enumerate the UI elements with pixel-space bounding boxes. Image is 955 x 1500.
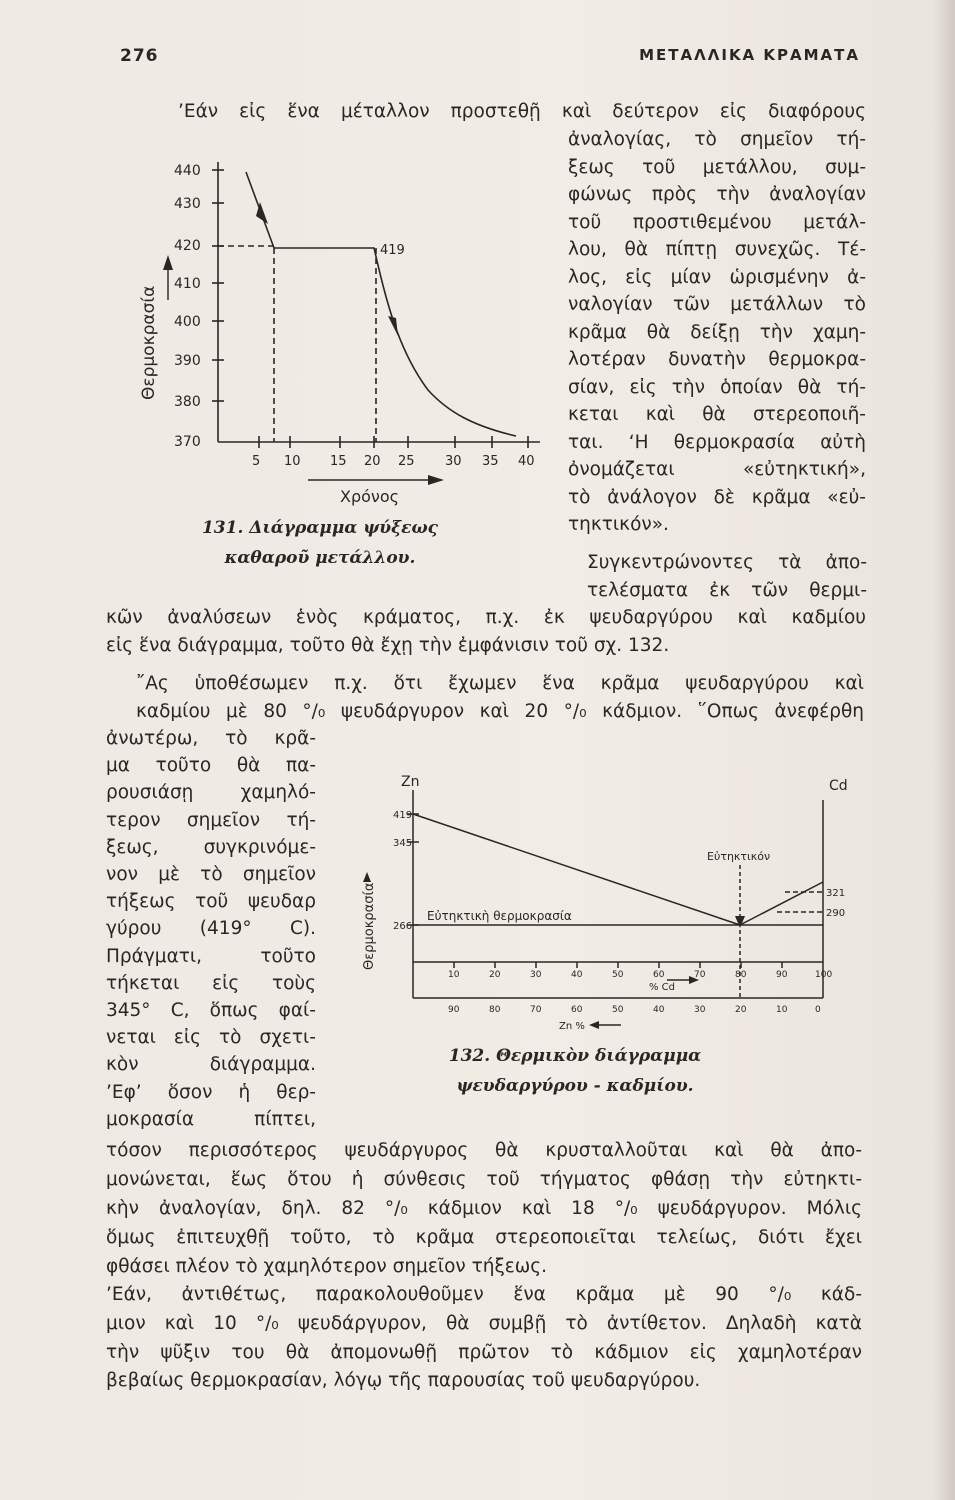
text-line: τὸ ἀνάλογον δὲ κρᾶμα «εὐ- [568, 486, 866, 508]
fig132-zn-axis-label: Zn % [559, 1021, 585, 1032]
fig131-y-arrow [163, 255, 173, 270]
text-line: κὴν ἀναλογίαν, δηλ. 82 °/₀ κάδμιον καὶ 18 °/₀ ψευδάργυρον. Μόλις [106, 1198, 862, 1219]
fig131-x-tick-label: 40 [518, 454, 535, 469]
fig131-caption-line2: καθαροῦ μετάλλου. [224, 548, 416, 568]
fig131-x-tick-label: 10 [284, 454, 301, 469]
text-line: λοτέραν δυνατὴν θερμοκρα- [568, 349, 866, 370]
fig131-x-tick-label: 20 [364, 454, 381, 469]
text-line: εἰς ἕνα διάγραμμα, τοῦτο θὰ ἔχῃ τὴν ἐμφάνισιν τοῦ σχ. 132. [106, 635, 670, 656]
fig132-zn-tick: 30 [694, 1005, 706, 1015]
fig132-y-arrowhead [363, 872, 371, 882]
figure-132-zn-cd-diagram [345, 770, 865, 1055]
fig132-temp-label: 419 [393, 810, 413, 821]
fig131-y-tick-label: 370 [174, 434, 201, 450]
text-line: λου, θὰ πίπτῃ συνεχῶς. Τέ- [568, 239, 866, 260]
text-line: μοκρασία πίπτει, [106, 1108, 316, 1130]
fig131-x-axis-label: Χρόνος [340, 487, 400, 506]
text-line: κεται καὶ θὰ στερεοποιῆ- [568, 404, 866, 425]
text-line: κῶν ἀναλύσεων ἑνὸς κράματος, π.χ. ἐκ ψευδαργύρου καὶ καδμίου [106, 607, 866, 628]
fig131-arrowhead-2 [388, 316, 398, 336]
text-line: φώνως πρὸς τὴν ἀναλογίαν [568, 184, 866, 205]
text-line: μιον καὶ 10 °/₀ ψευδάργυρον, θὰ συμβῇ τὸ ἀντίθετον. Δηλαδὴ κατὰ [106, 1312, 862, 1334]
fig132-zn-tick: 80 [489, 1005, 501, 1015]
figure-131-cooling-diagram [128, 150, 558, 520]
fig132-cd-tick: 100 [815, 970, 833, 980]
fig131-x-tick-label: 25 [398, 454, 415, 469]
fig132-eutectic-line-label: Εὐτηκτικὴ θερμοκρασία [427, 909, 572, 923]
fig132-zn-tick: 60 [571, 1005, 583, 1015]
fig132-y-axis-label: Θερμοκρασία [362, 882, 377, 970]
text-line: σίαν, εἰς τὴν ὁποίαν θὰ τή- [568, 376, 866, 398]
fig131-cooling-curve [246, 172, 516, 436]
fig131-x-tick-label: 15 [330, 454, 347, 469]
fig131-arrowhead-3 [428, 475, 444, 485]
fig132-cd-tick: 70 [694, 970, 706, 980]
p1-first-line: ’Εάν εἰς ἕνα μέταλλον προστεθῇ καὶ δεύτερον εἰς διαφόρους [178, 101, 866, 122]
fig132-zn-tick: 50 [612, 1005, 624, 1015]
text-line: λος, εἰς μίαν ὡρισμένην ἀ- [568, 266, 866, 288]
text-line: τοῦ προστιθεμένου μετάλ- [568, 211, 866, 233]
text-line: τερον σημεῖον τή- [106, 809, 316, 831]
fig132-eutectic-arrowhead [735, 916, 745, 928]
text-line: Συγκεντρώνοντες τὰ ἀπο- [587, 552, 867, 573]
text-line: τελέσματα ἐκ τῶν θερμι- [587, 579, 867, 601]
text-line: τήκεται εἰς τοὺς [106, 972, 316, 994]
fig131-caption-line1: 131. Διάγραμμα ψύξεως [201, 518, 439, 538]
text-line: καδμίου μὲ 80 °/₀ ψευδάργυρον καὶ 20 °/₀ κάδμιον. ῞Οπως ἀνεφέρθη [136, 700, 864, 722]
text-line: ὅμως ἐπιτευχθῇ τοῦτο, τὸ κρᾶμα στερεοποιεῖται τελείως, διότι ἔχει [106, 1227, 862, 1248]
text-line: τήξεως τοῦ ψευδαρ [106, 891, 316, 913]
text-line: 345° C, ὅπως φαί- [106, 1000, 316, 1021]
fig132-cd-tick: 40 [571, 970, 583, 980]
text-line: ’Εφ’ ὅσον ἡ θερ- [106, 1081, 316, 1103]
text-line: ’Εάν, ἀντιθέτως, παρακολουθοῦμεν ἕνα κρᾶμα μὲ 90 °/₀ κάδ- [106, 1284, 862, 1305]
fig131-x-tick-label: 30 [445, 454, 462, 469]
fig132-zn-tick: 20 [735, 1005, 747, 1015]
text-line: γύρου (419° C). [106, 918, 316, 940]
text-line: Πράγματι, τοῦτο [106, 945, 316, 967]
fig132-zn-tick: 10 [776, 1005, 788, 1015]
fig132-cd-axis-label: % Cd [649, 982, 676, 993]
text-line: νον μὲ τὸ σημεῖον [106, 864, 316, 885]
fig132-zn-tick: 70 [530, 1005, 542, 1015]
fig132-liquidus-cd [740, 882, 823, 925]
text-line: ται. ‘Η θερμοκρασία αὐτὴ [568, 431, 866, 453]
fig132-cd-axis-ticks [454, 962, 782, 968]
text-line: βεβαίως θερμοκρασίαν, λόγῳ τῆς παρουσίας τοῦ ψευδαργύρου. [106, 1370, 701, 1392]
fig132-zn-tick: 90 [448, 1005, 460, 1015]
fig131-y-tick-label: 430 [174, 196, 201, 212]
text-line: κρᾶμα θὰ δείξῃ τὴν χαμη- [568, 321, 866, 343]
page-header [120, 46, 860, 72]
fig132-cd-tick: 60 [653, 970, 665, 980]
fig131-y-tick-label: 400 [174, 314, 201, 330]
text-line: μονώνεται, ἕως ὅτου ἡ σύνθεσις τοῦ τήγματος φθάσῃ τὴν εὐτηκτι- [106, 1169, 862, 1190]
fig132-right-element: Cd [829, 778, 848, 794]
fig131-plateau-label: 419 [380, 243, 405, 258]
text-line: κὸν διάγραμμα. [106, 1054, 316, 1076]
fig131-y-tick-label: 440 [174, 163, 201, 179]
text-line: ἀναλογίας, τὸ σημεῖον τή- [568, 129, 866, 150]
fig132-left-element: Zn [401, 774, 420, 790]
fig131-y-tick-label: 410 [174, 276, 201, 292]
text-line: ρουσιάσῃ χαμηλό- [106, 782, 316, 804]
text-line: ὀνομάζεται «εὐτηκτική», [568, 459, 866, 480]
fig132-cd-tick: 90 [776, 970, 788, 980]
fig132-caption-line2: ψευδαργύρου - καδμίου. [456, 1076, 694, 1096]
fig131-y-tick-label: 390 [174, 353, 201, 369]
fig132-temp-label: 290 [826, 908, 846, 919]
fig132-cd-tick: 10 [448, 970, 460, 980]
text-line: τὴν ψῦξιν του θὰ ἀπομονωθῇ πρῶτον τὸ κάδμιον εἰς χαμηλοτέραν [106, 1341, 862, 1363]
fig132-caption-line1: 132. Θερμικὸν διάγραμμα [448, 1046, 702, 1066]
fig132-temp-label: 266 [393, 921, 413, 932]
text-line: ῎Ας ὑποθέσωμεν π.χ. ὅτι ἔχωμεν ἕνα κρᾶμα ψευδαργύρου καὶ [136, 673, 864, 694]
fig131-y-axis-label: Θερμοκρασία [139, 285, 159, 400]
text-line: νεται εἰς τὸ σχετι- [106, 1027, 316, 1049]
text-line: ξεως τοῦ μετάλλου, συμ- [568, 156, 866, 178]
fig132-cd-tick: 20 [489, 970, 501, 980]
binding-shadow [933, 0, 955, 1500]
fig132-temp-label: 345 [393, 838, 413, 849]
text-line: τόσον περισσότερος ψευδάργυρος θὰ κρυσταλλοῦται καὶ θὰ ἀπο- [106, 1140, 862, 1161]
fig132-zn-tick: 0 [815, 1005, 821, 1015]
text-line: τηκτικόν». [568, 514, 669, 535]
fig132-cd-tick: 30 [530, 970, 542, 980]
fig131-x-tick-label: 5 [252, 454, 261, 469]
text-line: φθάσει πλέον τὸ χαμηλότερον σημεῖον τήξεως. [106, 1256, 548, 1277]
text-line: ναλογίαν τῶν μετάλλων τὸ [568, 294, 866, 315]
fig132-cd-tick: 80 [735, 970, 747, 980]
text-line: ἀνωτέρω, τὸ κρᾶ- [106, 728, 316, 749]
running-title: ΜΕΤΑΛΛΙΚΑ ΚΡΑΜΑΤΑ [639, 46, 860, 64]
text-line: μα τοῦτο θὰ πα- [106, 755, 316, 777]
page-number: 276 [120, 46, 159, 66]
fig132-temp-label: 321 [826, 888, 846, 899]
fig132-zn-tick: 40 [653, 1005, 665, 1015]
fig131-y-tick-label: 420 [174, 238, 201, 254]
fig132-cd-tick: 50 [612, 970, 624, 980]
fig132-eutectic-point-label: Εὐτηκτικόν [707, 850, 771, 863]
text-line: ξεως, συγκρινόμε- [106, 836, 316, 858]
fig131-y-tick-label: 380 [174, 394, 201, 410]
fig131-x-tick-label: 35 [482, 454, 499, 469]
